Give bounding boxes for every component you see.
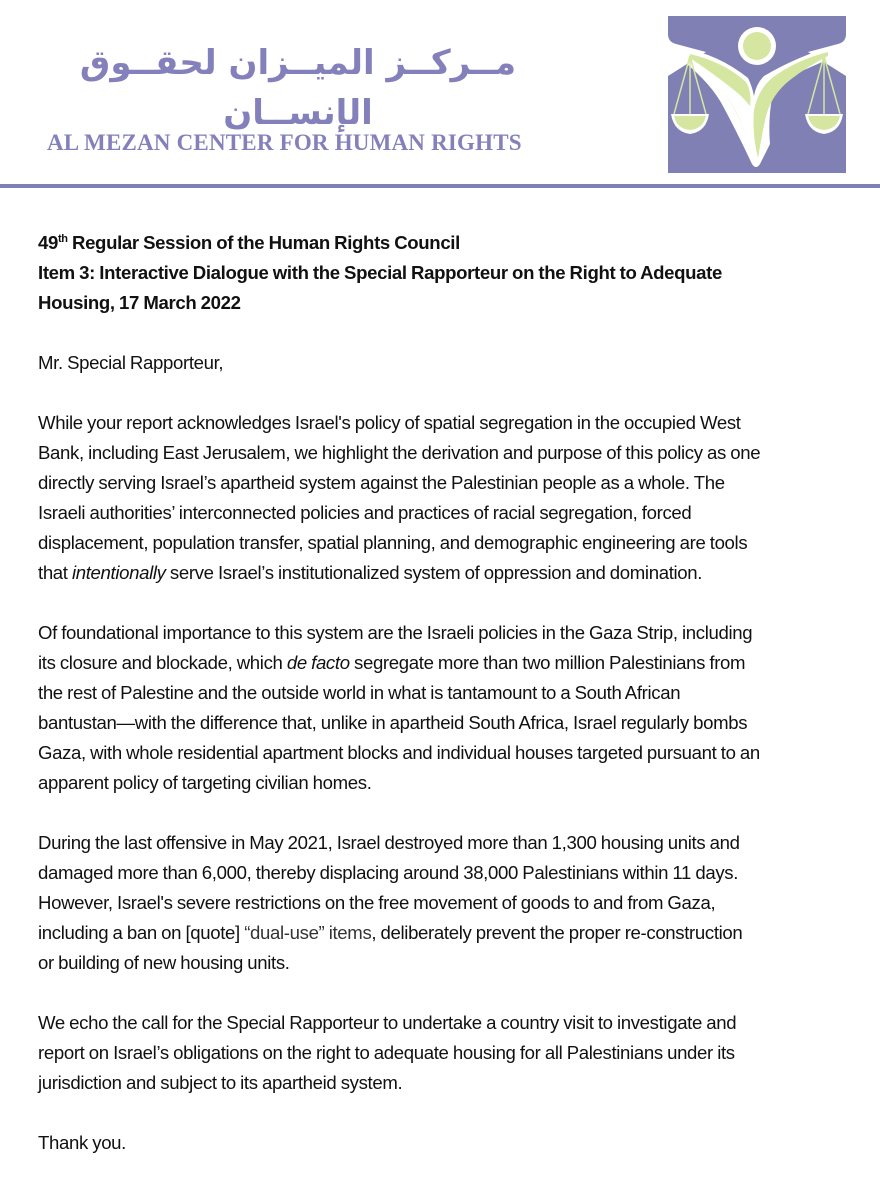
paragraph-line: or building of new housing units.	[38, 952, 290, 973]
paragraph-line: apparent policy of targeting civilian homes.	[38, 772, 372, 793]
text-run: serve Israel’s institutionalized system of oppression and domination.	[165, 562, 703, 583]
scales-of-justice-logo-icon	[668, 16, 846, 173]
session-title	[38, 228, 858, 258]
text-run: its closure and blockade, which	[38, 652, 287, 673]
closing: Thank you.	[38, 1132, 126, 1153]
english-organization-name: AL MEZAN CENTER FOR HUMAN RIGHTS	[47, 130, 522, 155]
paragraph-spatial-segregation	[38, 408, 858, 588]
paragraph-line: While your report acknowledges Israel's policy of spatial segregation in the occupied West	[38, 412, 741, 433]
paragraph-line	[38, 918, 858, 948]
text-run: including a ban on [quote]	[38, 922, 245, 943]
paragraph-gaza-closure	[38, 618, 858, 798]
paragraph-country-visit-call	[38, 1008, 858, 1098]
paragraph-line: Israeli authorities’ interconnected policies and practices of racial segregation, forced	[38, 502, 692, 523]
paragraph-line: the rest of Palestine and the outside world in what is tantamount to a South African	[38, 682, 681, 703]
header-divider	[0, 184, 880, 188]
item-title: Item 3: Interactive Dialogue with the Special Rapporteur on the Right to Adequate	[38, 262, 723, 283]
paragraph-line	[38, 648, 858, 678]
letterhead	[0, 0, 880, 186]
document-title	[38, 228, 858, 318]
paragraph-line: Gaza, with whole residential apartment blocks and individual houses targeted pursuant to an	[38, 742, 760, 763]
paragraph-line	[38, 558, 858, 588]
date-title: Housing, 17 March 2022	[38, 292, 241, 313]
paragraph-line: jurisdiction and subject to its apartheid system.	[38, 1072, 403, 1093]
paragraph-line: During the last offensive in May 2021, Israel destroyed more than 1,300 housing units and	[38, 832, 740, 853]
emphasis-intentionally: intentionally	[71, 562, 166, 583]
paragraph-line: Bank, including East Jerusalem, we highlight the derivation and purpose of this policy as one	[38, 442, 761, 463]
arabic-organization-name: مــركــز الميــزان لحقــوق الإنســان	[79, 43, 517, 133]
paragraph-line: Of foundational importance to this system are the Israeli policies in the Gaza Strip, including	[38, 622, 753, 643]
paragraph-line: However, Israel's severe restrictions on the free movement of goods to and from Gaza,	[38, 892, 716, 913]
paragraph-line: directly serving Israel’s apartheid system against the Palestinian people as a whole. The	[38, 472, 725, 493]
text-run: , deliberately prevent the proper re-construction	[371, 922, 743, 943]
paragraph-line: report on Israel’s obligations on the right to adequate housing for all Palestinians under its	[38, 1042, 735, 1063]
session-title-text: Regular Session of the Human Rights Council	[67, 232, 460, 253]
paragraph-line: We echo the call for the Special Rapporteur to undertake a country visit to investigate and	[38, 1012, 737, 1033]
paragraph-line: damaged more than 6,000, thereby displacing around 38,000 Palestinians within 11 days.	[38, 862, 739, 883]
paragraph-line: bantustan—with the difference that, unlike in apartheid South Africa, Israel regularly bombs	[38, 712, 748, 733]
paragraph-may-2021-offensive	[38, 828, 858, 978]
salutation: Mr. Special Rapporteur,	[38, 352, 224, 373]
document-body	[38, 228, 858, 1188]
emphasis-de-facto: de facto	[286, 652, 350, 673]
paragraph-line: displacement, population transfer, spatial planning, and demographic engineering are tools	[38, 532, 748, 553]
ordinal-suffix: th	[57, 233, 68, 245]
session-number: 49	[38, 232, 58, 253]
quoted-dual-use-items: “dual-use” items	[244, 922, 372, 943]
text-run: that	[38, 562, 72, 583]
text-run: segregate more than two million Palestinians from	[349, 652, 746, 673]
